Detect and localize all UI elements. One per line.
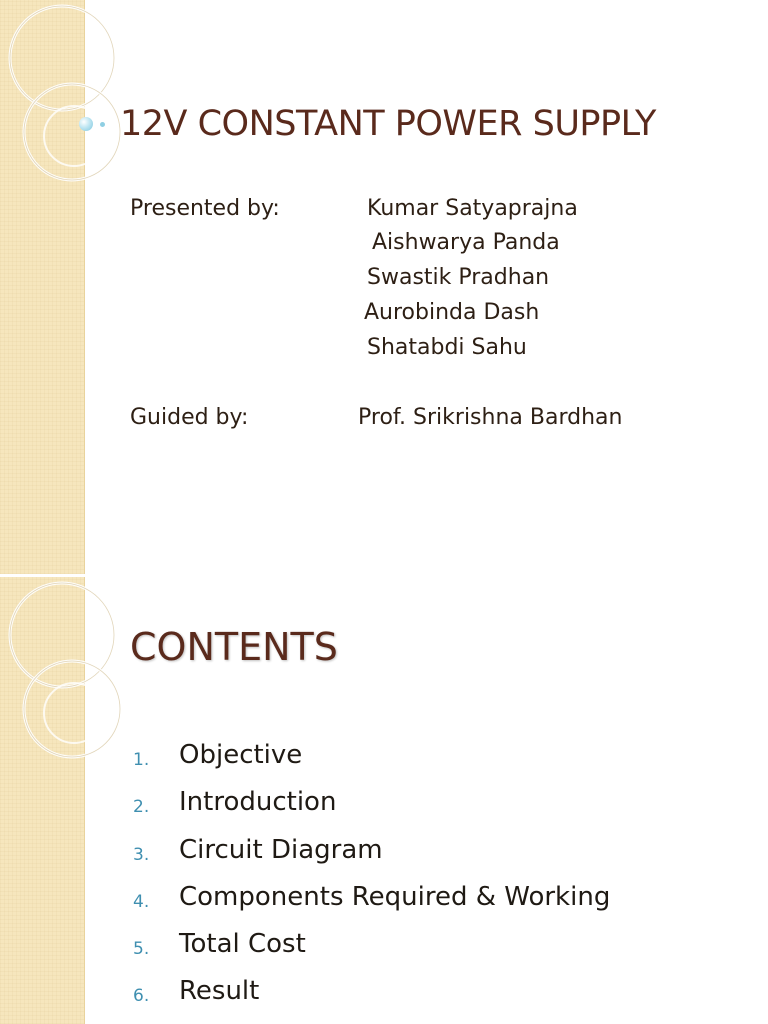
presenter-name: Aurobinda Dash (364, 300, 540, 325)
contents-slide (0, 577, 768, 1024)
list-number: 1. (133, 750, 150, 770)
decorative-rings (0, 0, 140, 260)
list-item: Introduction (179, 787, 337, 817)
slide-title: CONTENTS (130, 625, 338, 669)
presenter-name: Swastik Pradhan (367, 265, 550, 290)
list-number: 5. (133, 939, 150, 959)
list-number: 2. (133, 797, 150, 817)
presenter-name: Kumar Satyaprajna (367, 196, 578, 221)
presenter-name: Shatabdi Sahu (367, 335, 527, 360)
list-item: Total Cost (179, 929, 306, 959)
list-item: Components Required & Working (179, 882, 611, 912)
list-item: Result (179, 976, 260, 1006)
presented-by-label: Presented by: (130, 196, 280, 221)
title-bullet-icon (79, 117, 93, 131)
list-number: 3. (133, 845, 150, 865)
list-number: 6. (133, 986, 150, 1006)
guided-by-label: Guided by: (130, 405, 249, 430)
presenter-name: Aishwarya Panda (372, 230, 560, 255)
list-item: Circuit Diagram (179, 835, 383, 865)
slide-title: 12V CONSTANT POWER SUPPLY (120, 104, 656, 144)
list-number: 4. (133, 892, 150, 912)
guide-name: Prof. Srikrishna Bardhan (358, 405, 623, 430)
decorative-rings (0, 577, 140, 817)
list-item: Objective (179, 740, 303, 770)
title-bullet-small-icon (100, 122, 105, 127)
